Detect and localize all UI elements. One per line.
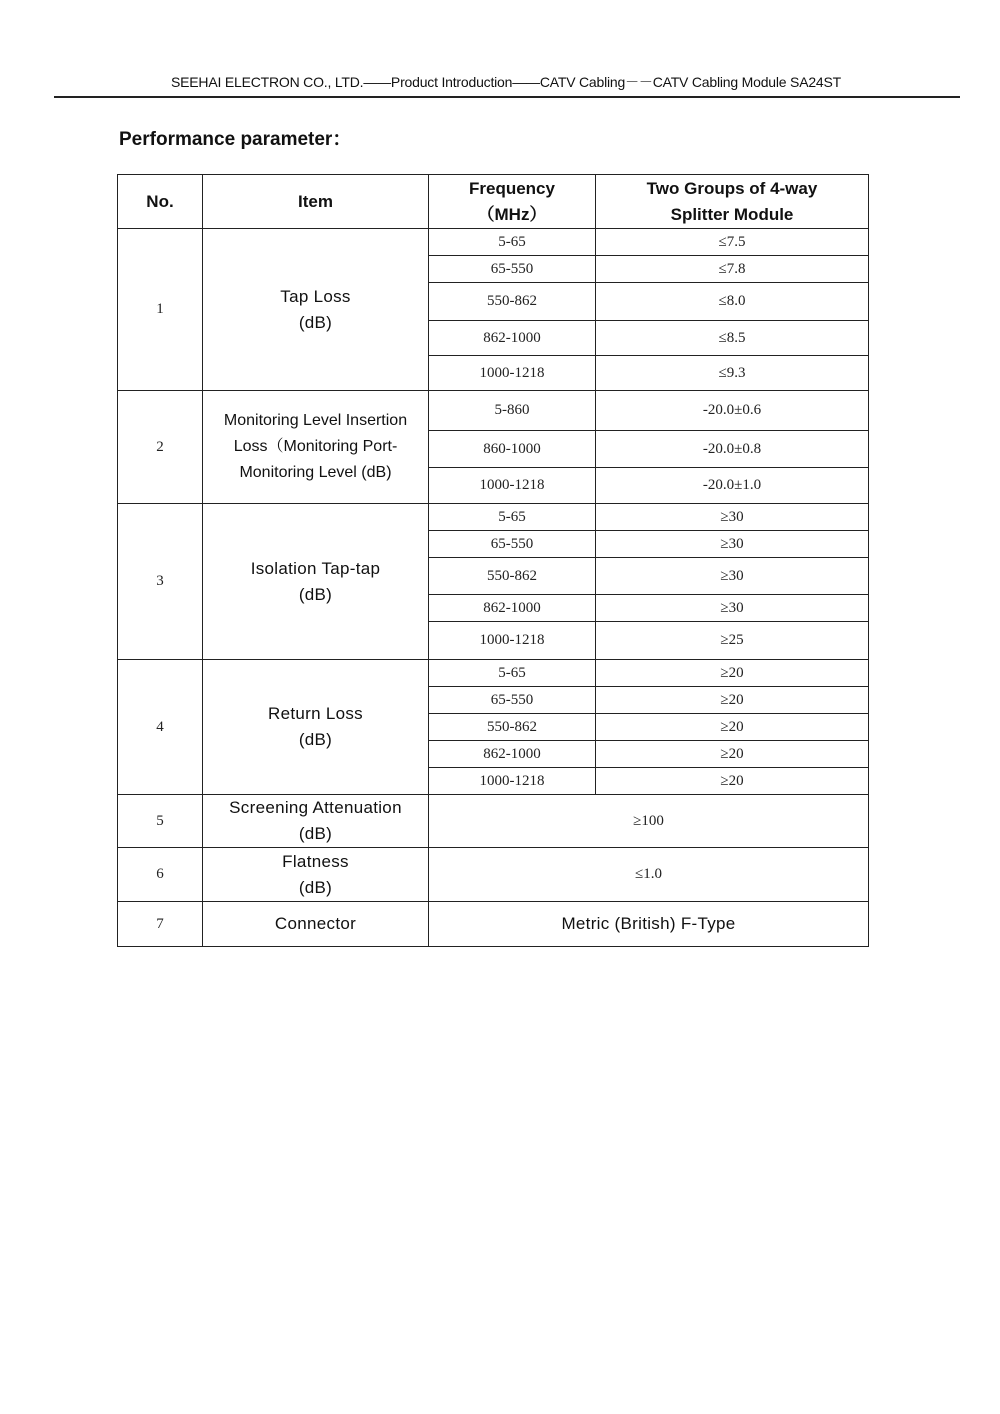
value-cell: ≥30 (596, 531, 869, 558)
table-row (118, 229, 869, 256)
value-cell: -20.0±0.8 (596, 431, 869, 468)
value-cell: ≤1.0 (429, 848, 869, 902)
table-row (118, 660, 869, 687)
table-row (118, 391, 869, 431)
col-header-item: Item (203, 175, 429, 229)
value-cell: ≥20 (596, 741, 869, 768)
item-line: Flatness (282, 851, 349, 871)
freq-cell: 65-550 (429, 687, 596, 714)
value-cell: ≥30 (596, 558, 869, 595)
item-line: Loss（Monitoring Port- (233, 438, 398, 455)
value-cell: ≤7.8 (596, 256, 869, 283)
value-cell: ≤8.5 (596, 321, 869, 356)
col-header-frequency (429, 175, 596, 229)
freq-cell: 1000-1218 (429, 356, 596, 391)
freq-cell: 5-65 (429, 504, 596, 531)
item-line: (dB) (298, 584, 333, 604)
value-cell: ≥20 (596, 660, 869, 687)
row-item (203, 848, 429, 902)
freq-cell: 5-65 (429, 229, 596, 256)
row-no: 1 (118, 229, 203, 391)
value-cell: ≥25 (596, 622, 869, 660)
value-cell: ≥20 (596, 687, 869, 714)
freq-cell: 1000-1218 (429, 768, 596, 795)
page-header: SEEHAI ELECTRON CO., LTD.——Product Introduction——CATV Cabling－－CATV Cabling Module SA24ST (171, 74, 841, 90)
table-row (118, 902, 869, 947)
freq-cell: 1000-1218 (429, 468, 596, 504)
header-divider (54, 96, 960, 98)
freq-cell: 1000-1218 (429, 622, 596, 660)
freq-cell: 65-550 (429, 256, 596, 283)
item-line: (dB) (298, 730, 333, 749)
value-cell: ≥30 (596, 504, 869, 531)
value-cell: -20.0±0.6 (596, 391, 869, 431)
table-header-row (118, 175, 869, 229)
freq-cell: 550-862 (429, 558, 596, 595)
freq-cell: 862-1000 (429, 321, 596, 356)
row-no: 4 (118, 660, 203, 795)
row-item (203, 391, 429, 504)
item-line: Return Loss (268, 704, 363, 723)
value-cell: ≤7.5 (596, 229, 869, 256)
row-item (203, 660, 429, 795)
row-item (203, 504, 429, 660)
freq-cell: 550-862 (429, 714, 596, 741)
item-line: Monitoring Level Insertion (223, 412, 408, 429)
item-line: Tap Loss (280, 286, 351, 306)
col-header-spec (596, 175, 869, 229)
col-header-spec-line2: Splitter Module (670, 204, 794, 224)
value-cell: ≥30 (596, 595, 869, 622)
item-line: (dB) (298, 877, 333, 897)
value-cell: ≤8.0 (596, 283, 869, 321)
col-header-no: No. (118, 175, 203, 229)
value-cell: ≤9.3 (596, 356, 869, 391)
col-header-frequency-line2: （MHz） (477, 204, 547, 224)
value-cell: -20.0±1.0 (596, 468, 869, 504)
item-line: Isolation Tap-tap (250, 558, 381, 578)
col-header-frequency-line1: Frequency (469, 178, 555, 198)
freq-cell: 862-1000 (429, 741, 596, 768)
item-line: (dB) (298, 824, 333, 843)
item-line: Connector (274, 914, 357, 933)
row-item (203, 229, 429, 391)
freq-cell: 860-1000 (429, 431, 596, 468)
table-row (118, 504, 869, 531)
performance-table (117, 174, 869, 947)
freq-cell: 550-862 (429, 283, 596, 321)
table-row (118, 795, 869, 848)
value-cell: ≥100 (429, 795, 869, 848)
value-cell: ≥20 (596, 768, 869, 795)
freq-cell: 5-860 (429, 391, 596, 431)
value-cell: ≥20 (596, 714, 869, 741)
value-cell: Metric (British) F-Type (429, 902, 869, 947)
row-no: 6 (118, 848, 203, 902)
item-line: (dB) (298, 312, 333, 332)
col-header-spec-line1: Two Groups of 4-way (646, 178, 818, 198)
freq-cell: 862-1000 (429, 595, 596, 622)
table-row (118, 848, 869, 902)
row-no: 7 (118, 902, 203, 947)
section-title: Performance parameter： (119, 129, 352, 150)
item-line: Monitoring Level (dB) (239, 464, 392, 481)
row-no: 2 (118, 391, 203, 504)
freq-cell: 65-550 (429, 531, 596, 558)
freq-cell: 5-65 (429, 660, 596, 687)
row-item (203, 902, 429, 947)
row-no: 3 (118, 504, 203, 660)
item-line: Screening Attenuation (229, 798, 402, 817)
row-item (203, 795, 429, 848)
row-no: 5 (118, 795, 203, 848)
